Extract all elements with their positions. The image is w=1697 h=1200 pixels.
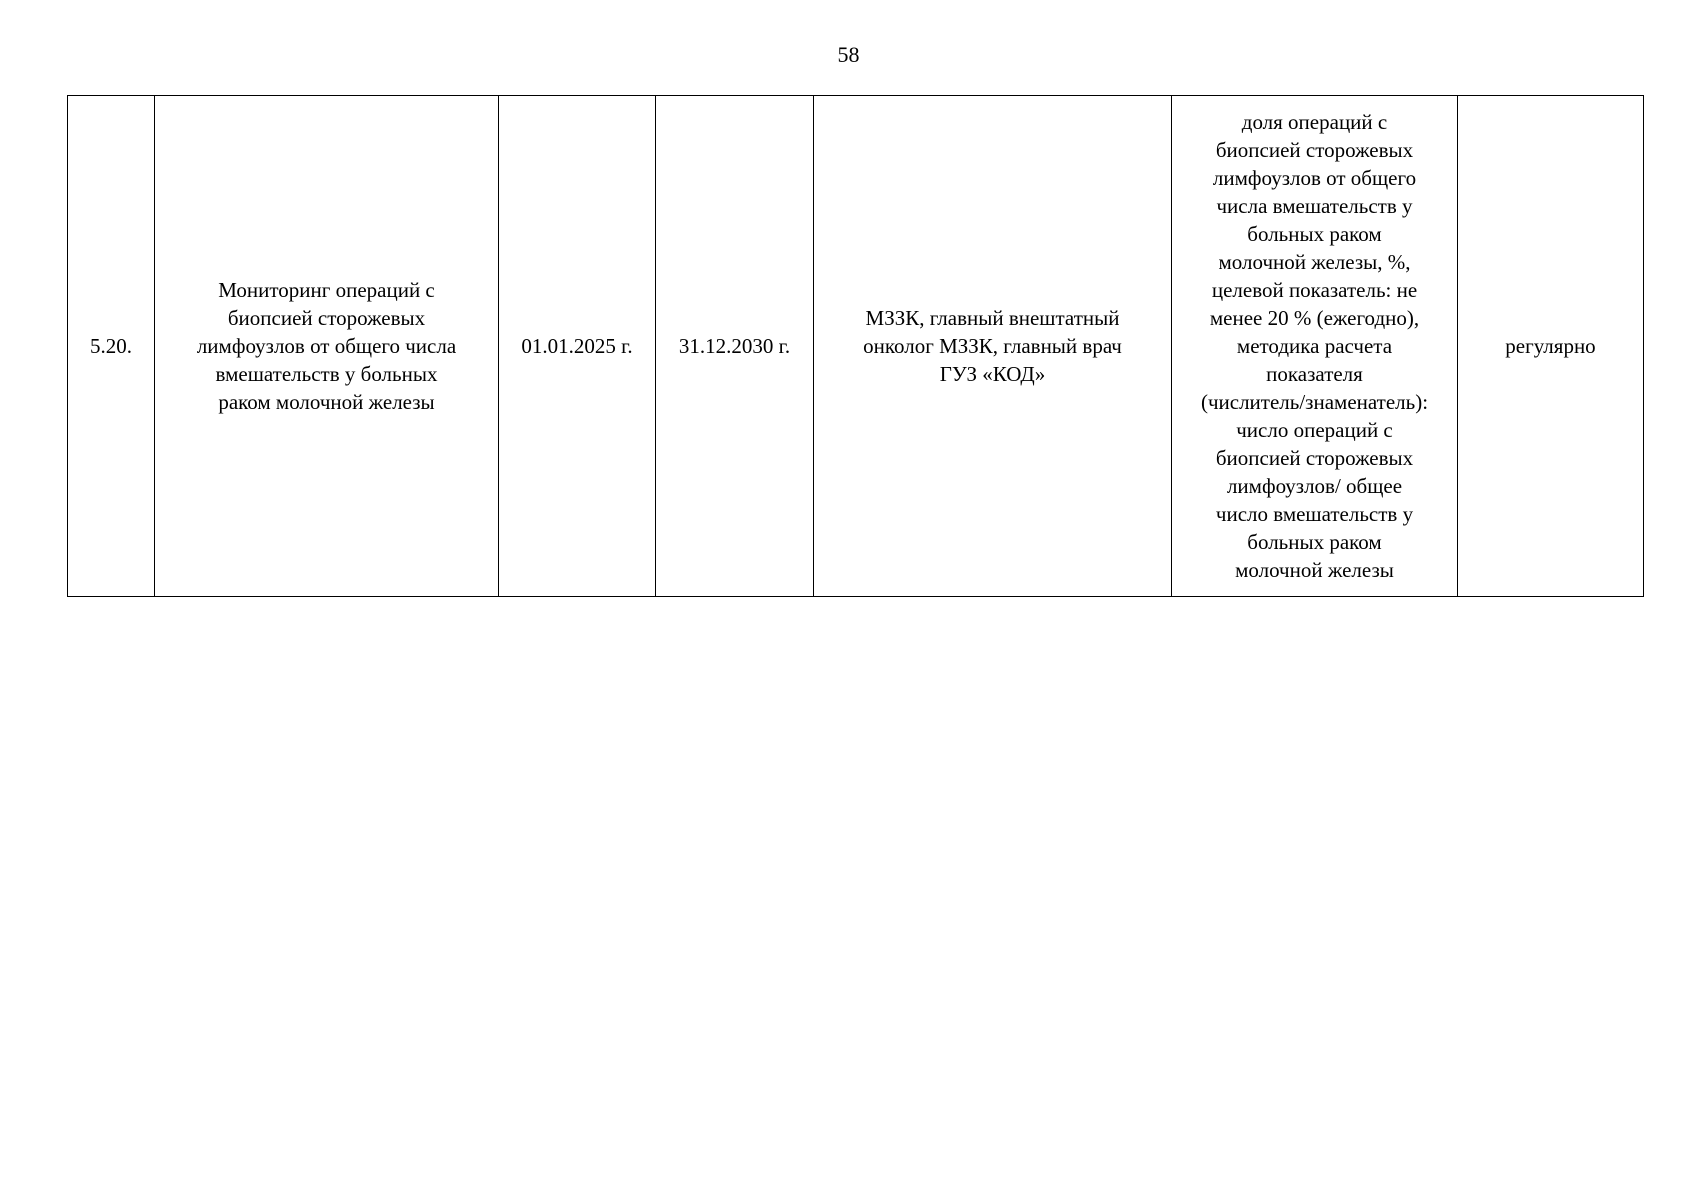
row-number-cell: 5.20.: [68, 96, 155, 597]
frequency-cell: регулярно: [1458, 96, 1644, 597]
indicator-cell: доля операций с биопсией сторожевых лимфоузлов от общего числа вмешательств у больных раком молочной железы, %, целевой показатель: не менее 20 % (ежегодно), методика расчета показателя (числитель/знаменатель): число операций с биопсией сторожевых лимфоузлов/ общее число вмешательств у больных раком молочной железы: [1172, 96, 1458, 597]
activity-name-cell: Мониторинг операций с биопсией сторожевых лимфоузлов от общего числа вмешательств у больных раком молочной железы: [155, 96, 499, 597]
plan-table: [67, 95, 1644, 597]
page-number: 58: [837, 42, 860, 67]
responsible-cell: МЗЗК, главный внештатный онколог МЗЗК, главный врач ГУЗ «КОД»: [814, 96, 1172, 597]
end-date-cell: 31.12.2030 г.: [656, 96, 814, 597]
table-row: [68, 96, 1644, 597]
start-date-cell: 01.01.2025 г.: [499, 96, 656, 597]
